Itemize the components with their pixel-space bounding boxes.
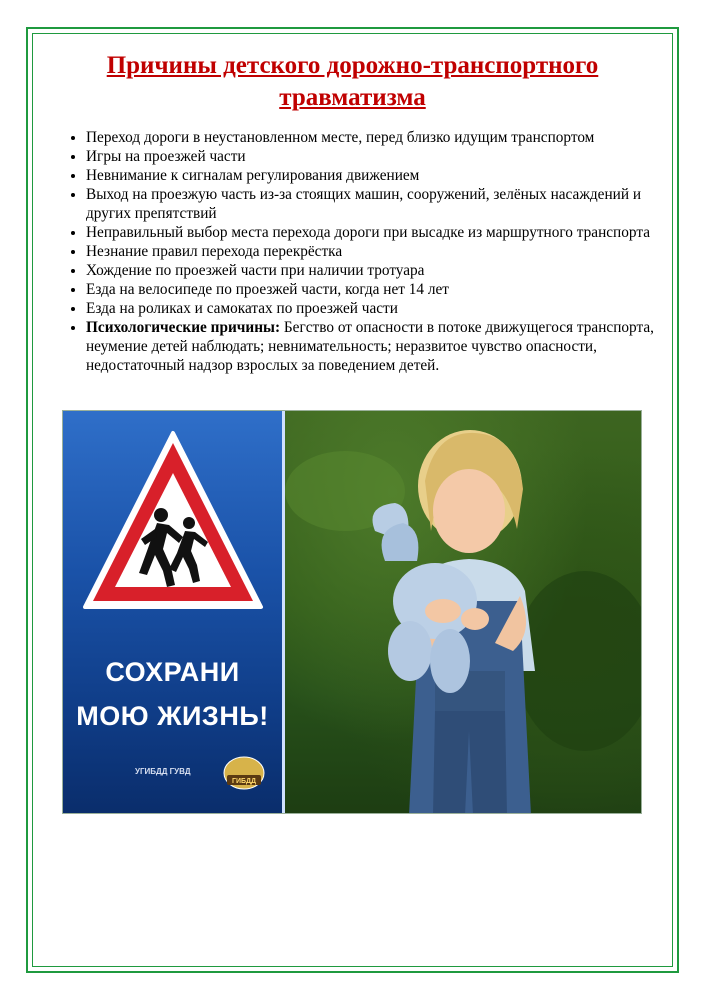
list-item: • Езда на велосипеде по проезжей части, когда нет 14 лет <box>86 280 686 299</box>
psychological-label: Психологические причины: <box>86 319 281 336</box>
page-title: Причины детского дорожно-транспортного травматизма <box>106 52 599 111</box>
causes-list <box>64 128 686 375</box>
list-item: • Незнание правил перехода перекрёстка <box>86 242 686 261</box>
child-with-bunny-illustration <box>285 411 642 814</box>
safety-poster-image <box>62 410 642 814</box>
list-item: • Игры на проезжей части <box>86 147 686 166</box>
poster-panel <box>63 411 282 814</box>
child-photo <box>285 411 642 814</box>
list-item: • Езда на роликах и самокатах по проезжей части <box>86 299 686 318</box>
list-item: • Переход дороги в неустановленном месте, перед близко идущим транспортом <box>86 128 686 147</box>
poster-line-2: МОЮ ЖИЗНЬ! <box>76 701 269 731</box>
list-item-psychological <box>86 318 686 375</box>
badge-label: ГИБДД <box>231 778 257 785</box>
list-item: • Невнимание к сигналам регулирования движением <box>86 166 686 185</box>
list-item: • Хождение по проезжей части при наличии тротуара <box>86 261 686 280</box>
psychological-text: Бегство от опасности в потоке движущегося транспорта, неумение детей наблюдать; невнимательность; неразвитое чувство опасности, недостаточный надзор взрослых за поведением детей. <box>86 319 654 374</box>
pedestrian-sign-icon <box>63 411 282 671</box>
poster-line-1: СОХРАНИ <box>105 657 240 687</box>
list-item: • Выход на проезжую часть из-за стоящих машин, сооружений, зелёных насаждений и других препятствий <box>86 185 686 223</box>
gibdd-badge-icon <box>219 753 269 793</box>
poster-agency: УГИБДД ГУВД <box>135 767 191 776</box>
list-item: • Неправильный выбор места перехода дороги при высадке из маршрутного транспорта <box>86 223 686 242</box>
